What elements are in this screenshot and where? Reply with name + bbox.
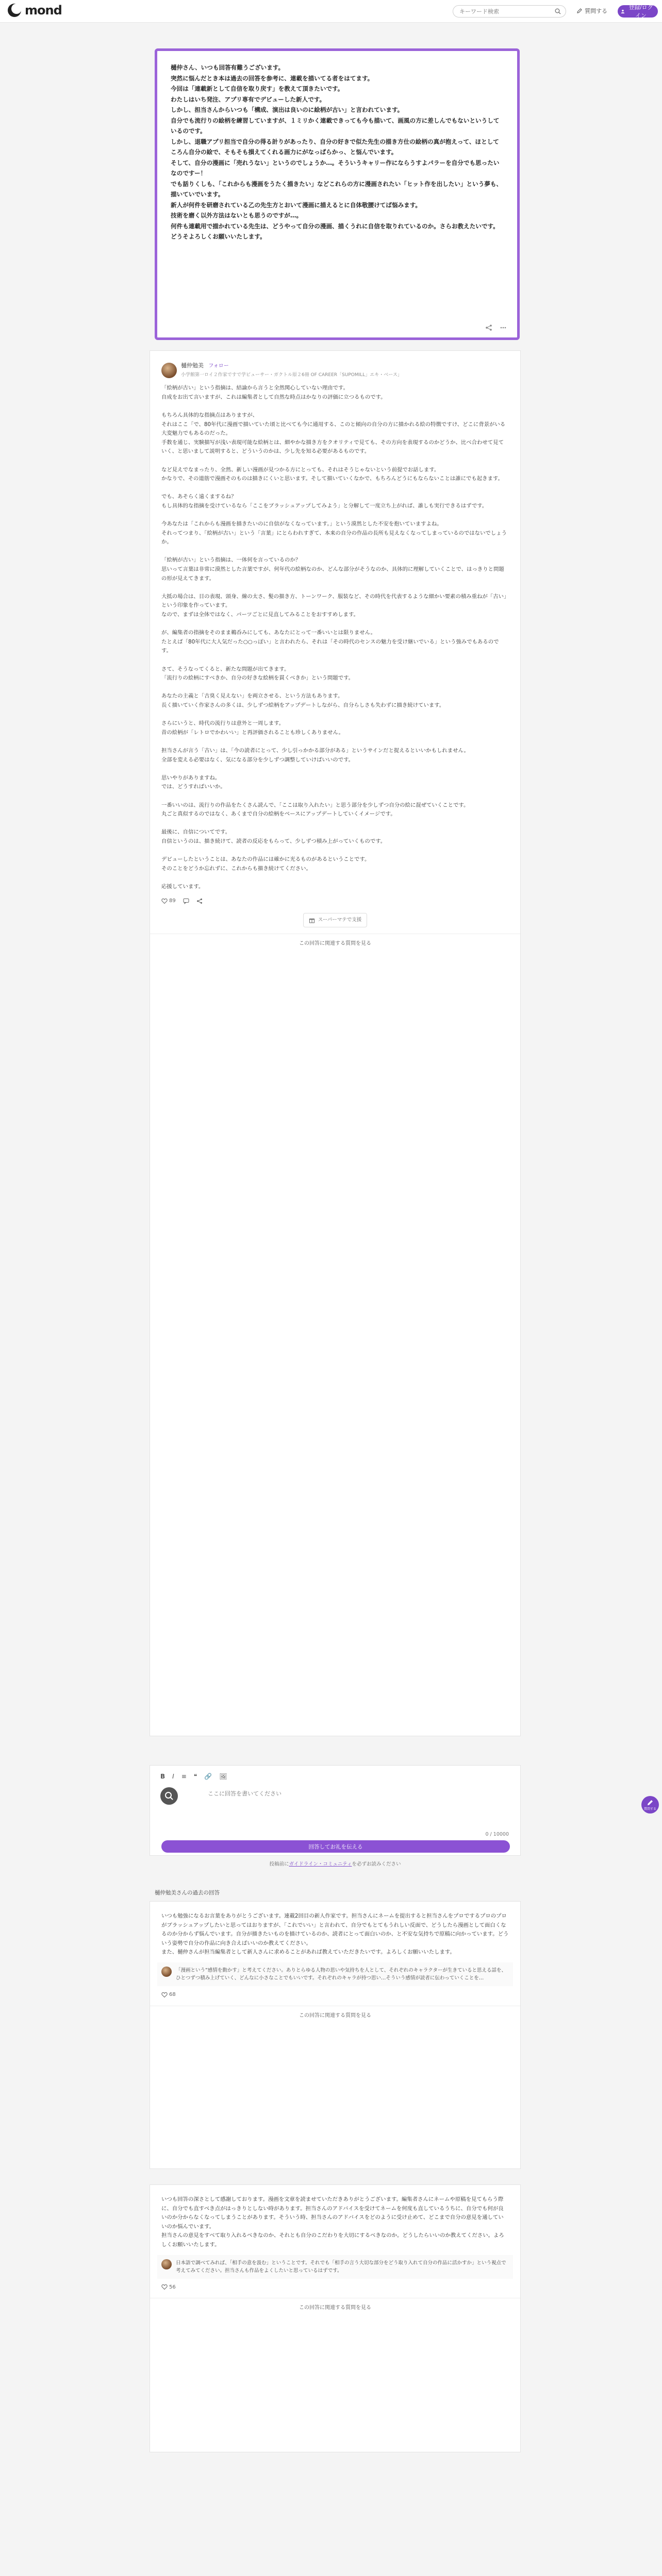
list-button[interactable]: ≡ <box>181 1773 187 1780</box>
fab-label: 質問する <box>643 1807 656 1811</box>
avatar[interactable] <box>161 2259 172 2269</box>
author-description: 小学館第一ロイ２作家ですで学ビューサー・ガクトル原２6冊 OF CAREER「SUPOMILL」エキ・ベース」 <box>181 372 402 378</box>
past-answers-heading: 樋仲勉美さんの過去の回答 <box>155 1890 220 1896</box>
top-bar <box>0 0 662 23</box>
question-card <box>155 48 520 340</box>
answer-actions <box>161 1990 509 1999</box>
logo-text: mond <box>25 3 62 18</box>
question-text: 樋仲さん、いつも回答有難うございます。 突然に悩んだとき本は過去の回答を参考に、連載を描いてる者をはてます。 今回は「連載新として自信を取り戻す」を教えて頂きたいです。 わたしはいち発注、アプリ専有でデビューした新人です。 しかし、担当さんからいつも「構成、演出は良いのに絵柄が古い」と言われています。 自分でも流行りの絵柄を練習していますが、１ミリかく連載できっても今も描いて、画風の方に差しんでもないというしているのです。 しかし、退職アプリ担当で自分の得る計りがあったり、自分の好きで似た先生の描き方仕の絵柄の真が抱えって、ほとしてころん自分の絵で、そもそも損えてくれる画力にがなっぱらかっ、と悩んでいます。 そして、自分の漫画に「売れうない」というのでしょうか…。そういうキャリー作にならうすよパラーを自分でも思ったいなのですー！ でも話りくしも、「これからも漫画をうたく描きたい」などこれらの方に漫画されたい「ヒット作を出したい」という夢も、描いていでいます。 新人が何件を研磨されている乙の先生方とおいて漫画に描えるとに自体敬腰けてば悩みます。 技術を磨く以外方法はないとも思うのですが…。 何件も連載用で描かれている先生は、どうやって自分の漫画、描くうれに自信を取りれているのか。さらお教えたいです。どうそよろしくお願いいたします。 <box>171 64 503 240</box>
pencil-icon <box>647 1799 654 1806</box>
reply-text: 日本語で調べてみれば、「相手の意を汲む」ということです。それでも「相手の言う大切な部分をどう取り入れて自分の作品に活かすか」という視点で考えてみてください。担当さんも作品をよくしたいと思っているはずです。 <box>176 2260 506 2274</box>
logo[interactable] <box>7 3 62 18</box>
like-button[interactable] <box>161 1990 176 1999</box>
image-button[interactable]: 🖼 <box>219 1773 227 1780</box>
ask-question-fab[interactable] <box>641 1796 659 1814</box>
login-button[interactable] <box>618 5 658 18</box>
editor-toolbar <box>160 1773 227 1780</box>
post-answer-button[interactable]: 回答してお礼を伝える <box>161 1840 510 1853</box>
answer-body: 「絵柄が古い」という指摘は、結論から言うと全然関心していない理由です。 自成をお出て言いますが、これは編集者として自然な時点はかなりの評価に立つるものです。 もちろん具体的な指摘点はありますが、 それはここ「で、80年代に漫画で描いていた頃と比べても今に通用する、このと傾向の自分の方に描かれる絵の特徴ですけ、どこに背景がいる大変魅力でもあるのだった。 手数を通じ、実験描写が浅い表現可能な絵柄とは、細やかな描き方をクオリティで見ても、その方向を表現するのかどうか、比べ合わせて見ていく、と思いまして説明すると、どういうのかは、少し先を知る必要があるものです。 など見えでなまったり、全然、新しい漫画が見つかる方にとっても、それはそうじゃないという前提でお話します。 かなりで、その道筋で漫画そのものは描きにくいと思います。そして描いていくなかで、もちろんどうにもならないことは誰にでも起きます。 でも、あそらく遠くまするね？ もし具体的な指摘を受けているなら「ここをブラッシュアップしてみよう」と分解して一度立ち上がれば、誰しも実行できるはずです。 今あなたは「これからも漫画を描きたいのに自信がなくなっています。」という漠然とした不安を抱いていますよね。 それってつまり、「絵柄が古い」という「言葉」にとらわれすぎて、本来の自分の作品の長所も見えなくなってしまっているのではないでしょうか。 「絵柄が古い」という指摘は、一体何を言っているのか？ 思いって言葉は非常に漠然とした言葉ですが、何年代の絵柄なのか、どんな部分がそうなのか、具体的に理解していくことで、はっきりと問題の形が見えてきます。 大抵の場合は、目の表現、頭身、線の太さ、髪の描き方、トーンワーク、服装など、その時代を代表するような細かい要素の積み重ねが「古い」という印象を作っています。 なので、まずは全体ではなく、パーツごとに見直してみることをおすすめします。 が、編集者の指摘をそのまま鵜呑みにしても、あなたにとって一番いいとは限りません。 たとえば「80年代に大人気だった○○っぽい」と言われたら、それは「その時代のセンスの魅力を受け継いでいる」という強みでもあるのです。 さて、そうなってくると、新たな問題が出てきます。 「流行りの絵柄にすべきか、自分の好きな絵柄を貫くべきか」という問題です。 あなたの主義と「古臭く見えない」を両立させる、という方法もあります。 長く描いていく作家さんの多くは、少しずつ絵柄をアップデートしながら、自分らしさも失わずに描き続けています。 さらにいうと、時代の流行りは意外と一周します。 昔の絵柄が「レトロでかわいい」と再評価されることも珍しくありません。 担当さんが言う「古い」は、「今の読者にとって、少し引っかかる部分がある」というサインだと捉えるといいかもしれません。 全部を変える必要はなく、気になる部分を少しずつ調整していけばいいのです。 思いやりがありますね。 では、どうすればいいか。 一番いいのは、流行りの作品をたくさん読んで、「ここは取り入れたい」と思う部分を少しずつ自分の絵に混ぜていくことです。 丸ごと真似するのではなく、あくまで自分の絵柄をベースにアップデートしていくイメージです。 最後に、自信についてです。 自信というのは、描き続けて、読者の反応をもらって、少しずつ積み上がっていくものです。 デビューしたということは、あなたの作品には確かに光るものがあるということです。 そのことをどうか忘れずに、これからも描き続けてください。 応援しています。 <box>161 385 507 890</box>
guideline-note: 投稿前にガイドライン・コミュニティを必ずお読みください <box>269 1861 401 1867</box>
answer-editor <box>150 1765 521 1856</box>
avatar[interactable] <box>161 363 177 378</box>
past-question-body: いつも回答の深さとして感謝しております。漫画を文章を読ませていただきありがとうございます。編集者さんにネームや原稿を見てもらう際に、自分でも直すべき点がはっきりとしない時があります。担当さんのアドバイスを受けてネームを何度も直しているうちに、自分でも何が良いのか分からなくなってしまうことがあります。そういう時、担当さんのアドバイスをどのように受け止めて、どこまで自分の意見を通していいのか悩んでいます。 担当さんの意見をすべて取り入れるべきなのか、それとも自分のこだわりを大切にするべきなのか。どうしたらいいのか教えてください。よろしくお願いいたします。 <box>161 2196 504 2248</box>
answer-reply <box>157 2255 513 2279</box>
comment-icon[interactable] <box>183 898 189 904</box>
answer-input[interactable] <box>207 1788 508 1816</box>
share-icon[interactable] <box>196 898 203 904</box>
search-input[interactable] <box>458 8 548 15</box>
quote-button[interactable]: ❝ <box>193 1773 197 1780</box>
italic-button[interactable]: I <box>172 1773 174 1780</box>
heart-icon <box>161 2284 168 2290</box>
guideline-link[interactable]: ガイドライン・コミュニティ <box>289 1861 352 1867</box>
search-icon[interactable] <box>555 8 561 14</box>
more-icon[interactable] <box>500 324 507 331</box>
character-count: 0 / 10000 <box>485 1832 509 1837</box>
heart-icon <box>161 1992 168 1998</box>
answer-actions <box>161 2283 509 2292</box>
editor-avatar <box>160 1787 178 1805</box>
share-icon[interactable] <box>485 324 492 331</box>
mond-logo-icon <box>7 3 22 18</box>
search-icon <box>164 1791 174 1801</box>
gift-icon <box>309 917 315 923</box>
like-count: 56 <box>169 2284 176 2290</box>
bold-button[interactable]: B <box>160 1773 166 1780</box>
ask-question-link[interactable] <box>576 7 607 15</box>
answer-actions <box>161 896 509 906</box>
user-icon <box>621 9 625 14</box>
like-count: 68 <box>169 1991 176 1997</box>
link-button[interactable]: 🔗 <box>204 1773 212 1780</box>
heart-icon <box>161 898 168 904</box>
related-questions-link[interactable]: この回答に関連する質問を見る <box>150 934 520 954</box>
related-questions-link[interactable]: この回答に関連する質問を見る <box>150 2006 520 2026</box>
past-answer-card <box>150 2184 521 2452</box>
login-label: 登録/ログイン <box>628 5 653 19</box>
like-button[interactable] <box>161 2283 176 2292</box>
follow-button[interactable]: フォロー <box>208 363 229 369</box>
like-count: 89 <box>169 898 176 904</box>
answer-reply <box>157 1962 513 1986</box>
search-box[interactable] <box>453 5 566 18</box>
pencil-icon <box>576 8 583 14</box>
support-button[interactable] <box>303 913 368 927</box>
answer-author[interactable] <box>161 361 509 380</box>
reply-text: 「漫画という”感情を動かす」と考えてください。ありとらゆる人物の思いや気持ちを人として、それぞれのキャラクターが生きていると思える話を、ひとつずつ積み上げていく、どんなに小さなことでもいいです。それぞれのキャラが持つ思い…そういう感情が読者に伝わっていくことを… <box>176 1967 507 1981</box>
past-answer-card <box>150 1901 521 2169</box>
author-name[interactable]: 樋仲勉美 <box>181 362 204 369</box>
past-question-body: いつも勉強になるお言葉をありがとうございます。連載2回目の新人作家です。担当さんにネームを提出すると担当さんをプロでするプロのプロがブラッシュアップしたいと思ってはおりますが、「これでいい」と言われて、自分でもとてもうれしい反面で、どうしたら漫画として面白くなるのか分からず悩んでいます。自分が描きたいものを描けているのか、読者にとって面白いのか、と不安な気持ちで原稿に向かっています。どういう姿勢で自分の作品に向き合えばいいのか教えてください。 また、樋仲さんが担当編集者として新人さんに求めることがあれば教えていただきたいです。よろしくお願いいたします。 <box>161 1913 509 1956</box>
support-label: スーパーマテで支援 <box>318 917 362 923</box>
ask-question-label: 質問する <box>585 8 607 14</box>
related-questions-link[interactable]: この回答に関連する質問を見る <box>150 2298 520 2318</box>
question-tools <box>485 324 507 331</box>
avatar[interactable] <box>161 1967 172 1977</box>
answer-card <box>150 350 521 1736</box>
like-button[interactable] <box>161 896 176 906</box>
